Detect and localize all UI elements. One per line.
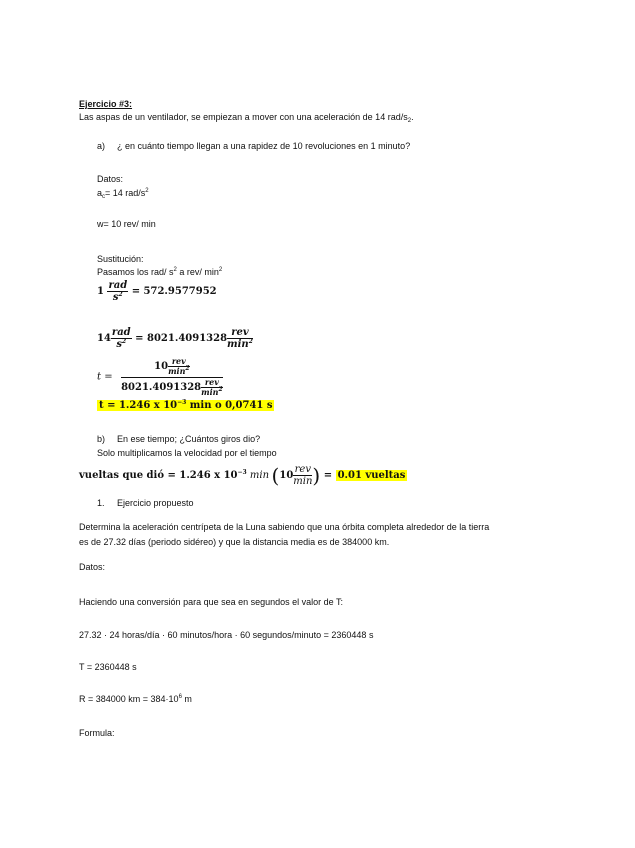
question-a-text: ¿ en cuánto tiempo llegan a una rapidez de 10 revoluciones en 1 minuto? [117, 141, 411, 151]
proposed-title: Ejercicio propuesto [117, 498, 194, 508]
equation-rad-conversion: 1 $\frac{\text{rad}}{s^2}$ = 572.9577952 [97, 280, 217, 303]
multiplication-note: Solo multiplicamos la velocidad por el tiempo [97, 448, 277, 458]
acceleration-given: $a_c= 14$ rad/$s^2$ [97, 188, 149, 200]
question-b-text: En ese tiempo; ¿Cuántos giros dio? [117, 434, 261, 444]
question-b-marker: b) [97, 434, 106, 444]
proposed-statement-line1: Determina la aceleración centrípeta de la Luna sabiendo que una órbita completa alrededor de la tierra [79, 522, 490, 532]
equation-turns: vueltas que dió = 1.246 x $10^{-3}$ min (10 $\frac{\text{rev}}{\min}$ ) = 0.01 vueltas [79, 463, 406, 488]
proposed-statement-line2: es de 27.32 días (periodo sidéreo) y que la distancia media es de 384000 km. [79, 537, 390, 547]
exercise-title: Ejercicio #3: [79, 99, 133, 109]
equation-time-formula: t = 10 $\frac{\text{rev}}{\min^2}$ 8021.4091328 $\frac{\text{rev}}{\min^2}$ [97, 356, 223, 397]
question-a-marker: a) [97, 141, 106, 151]
time-result-highlight: t = 1.246 x $10^{-3}$ min o 0,0741 s [99, 399, 273, 411]
exercise-statement: Las aspas de un ventilador, se empiezan a mover con una aceleración de 14 rad/$s_2$. [79, 112, 414, 124]
period-value: T = 2360448 s [79, 662, 137, 672]
conversion-description: Pasamos los rad/ $s^2$ a rev/ $\min^2$ [97, 267, 223, 277]
conversion-calculation: 27.32 · 24 horas/día · 60 minutos/hora · 60 segundos/minuto = 2360448 s [79, 630, 374, 640]
equation-acceleration-conversion: 14 $\frac{\text{rad}}{s^2}$ = 8021.4091328 $\frac{\text{rev}}{\min^2}$ [97, 327, 253, 350]
angular-velocity-given: w= 10 rev/ min [97, 219, 156, 229]
proposed-marker: 1. [97, 498, 105, 508]
proposed-datos-label: Datos: [79, 562, 106, 572]
formula-label: Formula: [79, 728, 115, 738]
sustitucion-label: Sustitución: [97, 254, 144, 264]
datos-label: Datos: [97, 174, 124, 184]
radius-value: R = 384000 km = $384\cdot 10^6$ m [79, 694, 192, 704]
conversion-text: Haciendo una conversión para que sea en segundos el valor de T: [79, 597, 344, 607]
